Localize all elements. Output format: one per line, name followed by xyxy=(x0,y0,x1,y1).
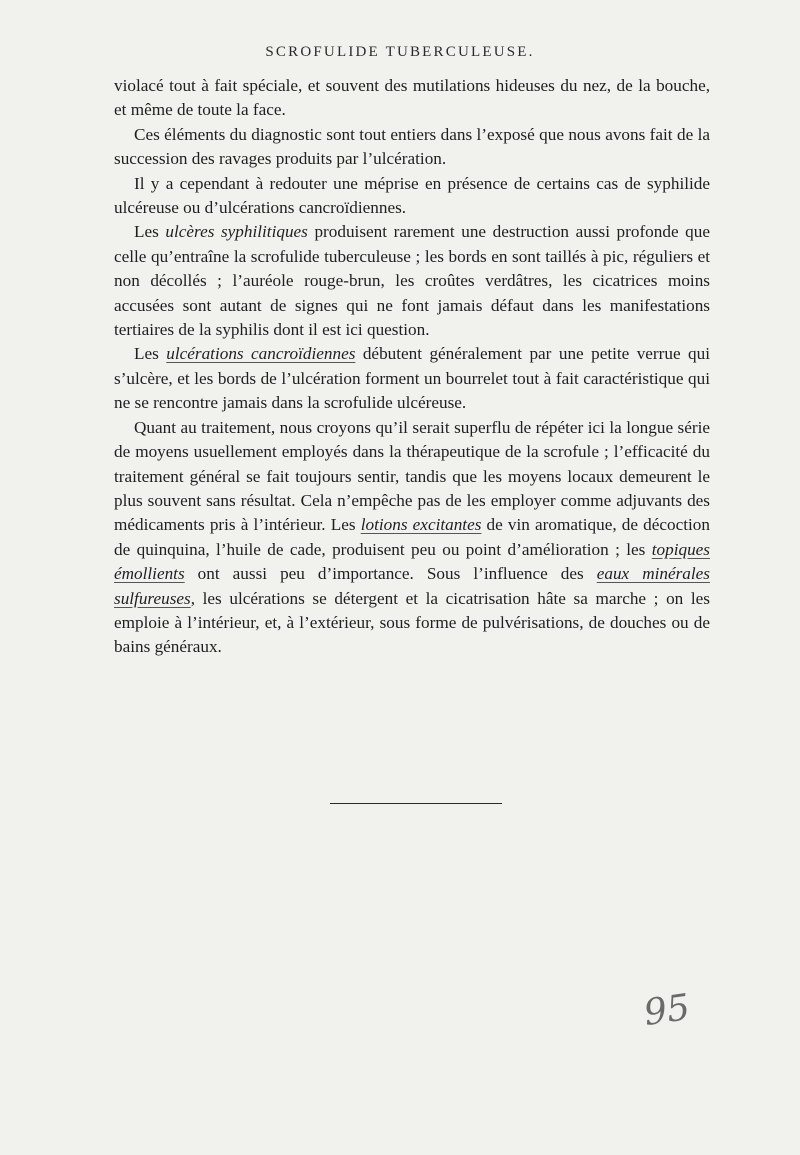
text-run: Les xyxy=(134,222,166,242)
italic-term: ulcérations cancroïdiennes xyxy=(166,344,356,364)
italic-term: topiques émollients xyxy=(114,539,710,584)
paragraph-2: Ces éléments du diagnostic sont tout entiers dans l’exposé que nous avons fait de la succession des ravages produits par l’ulcération. xyxy=(114,124,710,169)
italic-term: ulcères syphilitiques xyxy=(165,222,308,242)
text-run: produisent rarement une destruction aussi profonde que celle qu’entraîne la scrofulide tuberculeuse ; les bords en sont taillés à pic, réguliers et non décollés ; l’auréole rouge-brun, les croûtes verdâtres, les cicatrices moins accusées sont autant de signes qui ne font jamais défaut dans les manifestations tertiaires de la syphilis dont il est ici question. xyxy=(114,222,710,340)
paragraph-5 xyxy=(114,342,710,415)
paragraph-1: violacé tout à fait spéciale, et souvent des mutilations hideuses du nez, de la bouche, et même de toute la face. xyxy=(114,76,710,120)
text-run: ont aussi peu d’importance. Sous l’influence des xyxy=(184,564,597,584)
text-run: de vin aromatique, de décoction de quinquina, l’huile de cade, produisent peu ou point d’amélioration ; les xyxy=(114,515,710,559)
running-head: SCROFULIDE TUBERCULEUSE. xyxy=(265,44,535,60)
body-text xyxy=(114,74,710,660)
paragraph-4 xyxy=(114,220,710,342)
section-divider xyxy=(330,803,502,804)
italic-term: eaux minérales sulfureuses xyxy=(114,564,710,608)
paragraph-6 xyxy=(114,416,710,660)
text-run: , les ulcérations se détergent et la cicatrisation hâte sa marche ; on les emploie à l’intérieur, et, à l’extérieur, sous forme de pulvérisations, de douches ou de bains généraux. xyxy=(114,588,710,657)
page-number: 95 xyxy=(641,987,693,1034)
text-run: Les xyxy=(134,344,167,364)
text-run: Quant au traitement, nous croyons qu’il serait superflu de répéter ici la longue série de moyens usuellement employés dans la thérapeutique de la scrofule ; l’efficacité du traitement général se fait toujours sentir, tandis que les moyens locaux demeurent le plus souvent sans résultat. Cela n’empêche pas de les employer comme adjuvants des médicaments pris à l’intérieur. Les xyxy=(114,417,710,535)
text-run: débutent généralement par une petite verrue qui s’ulcère, et les bords de l’ulcération forment un bourrelet tout à fait caractéristique qui ne se rencontre jamais dans la scrofulide ulcéreuse. xyxy=(114,344,711,413)
paragraph-3: Il y a cependant à redouter une méprise en présence de certains cas de syphilide ulcéreuse ou d’ulcérations cancroïdiennes. xyxy=(114,173,710,218)
italic-term: lotions excitantes xyxy=(360,515,482,535)
